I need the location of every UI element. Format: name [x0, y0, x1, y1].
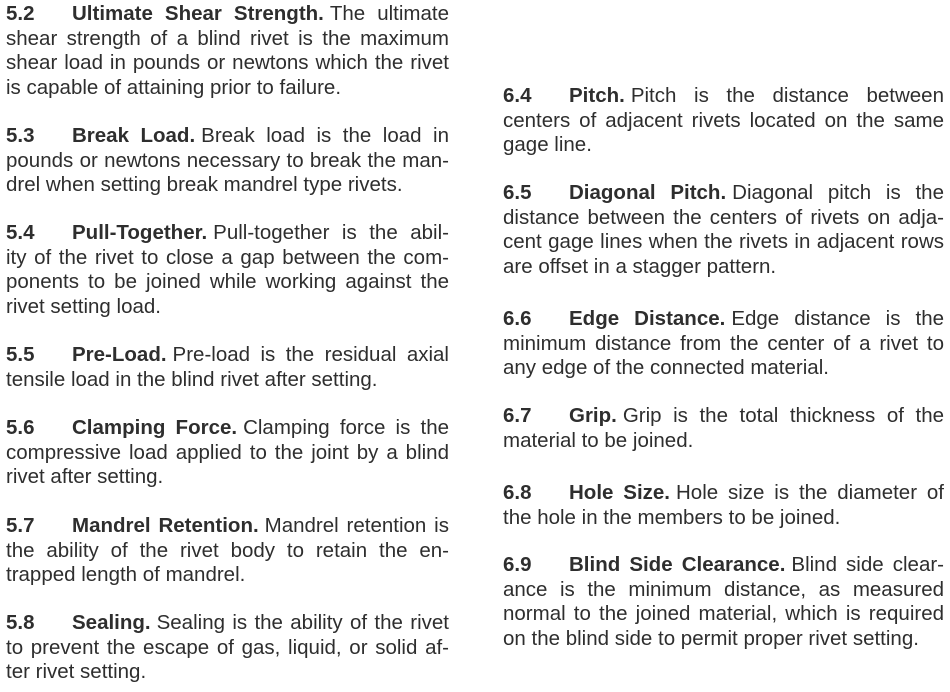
term-heading: Edge Distance.: [569, 307, 726, 330]
section-number: 5.5: [6, 343, 35, 366]
section-number: 6.8: [503, 481, 532, 504]
definition-body: The ultimate shear strength of a blind rivet is the maximum shear load in pounds or newtons which the rivet is capable of attaining prior to failure.: [6, 2, 449, 99]
definition-5-6: [6, 416, 449, 490]
section-number: 5.8: [6, 611, 35, 634]
section-number: 6.5: [503, 181, 532, 204]
term-heading: Blind Side Clearance.: [569, 553, 786, 576]
term-heading: Diagonal Pitch.: [569, 181, 727, 204]
section-number: 5.4: [6, 221, 35, 244]
definition-5-8: [6, 611, 449, 685]
section-number: 5.6: [6, 416, 35, 439]
definition-body: Sealing is the ability of the rivet to prevent the escape of gas, liquid, or solid af-ter rivet setting.: [6, 611, 449, 684]
definition-body: Hole size is the diameter of the hole in the members to be joined.: [503, 481, 944, 529]
definition-6-8: [503, 481, 944, 530]
definition-body: Pull-together is the abil-ity of the rivet to close a gap between the com-ponents to be joined while working against the rivet setting load.: [6, 221, 449, 318]
definition-5-4: [6, 221, 449, 319]
term-heading: Hole Size.: [569, 481, 670, 504]
definition-5-7: [6, 514, 449, 588]
definition-6-7: [503, 404, 944, 453]
definition-5-5: [6, 343, 449, 392]
definition-body: Clamping force is the compressive load applied to the joint by a blind rivet after setting.: [6, 416, 450, 489]
definition-6-5: [503, 181, 944, 279]
term-heading: Pitch.: [569, 84, 625, 107]
term-heading: Pull-Together.: [72, 221, 208, 244]
section-number: 6.6: [503, 307, 532, 330]
section-number: 5.2: [6, 2, 35, 25]
definition-6-4: [503, 84, 944, 158]
section-number: 6.7: [503, 404, 532, 427]
definition-6-9: [503, 553, 944, 651]
definition-body: Edge distance is the minimum distance from the center of a rivet to any edge of the connected material.: [503, 307, 945, 380]
term-heading: Ultimate Shear Strength.: [72, 2, 324, 25]
definition-body: Break load is the load in pounds or newtons necessary to break the man-drel when setting break mandrel type rivets.: [6, 124, 449, 197]
definition-5-2: [6, 2, 449, 100]
term-heading: Sealing.: [72, 611, 151, 634]
section-number: 5.3: [6, 124, 35, 147]
term-heading: Clamping Force.: [72, 416, 238, 439]
section-number: 6.9: [503, 553, 532, 576]
definition-body: Pitch is the distance between centers of adjacent rivets located on the same gage line.: [503, 84, 944, 157]
definition-body: Blind side clear-ance is the minimum distance, as measured normal to the joined material, which is required on the blind side to permit proper rivet setting.: [503, 553, 944, 650]
term-heading: Pre-Load.: [72, 343, 167, 366]
section-number: 5.7: [6, 514, 35, 537]
definition-5-3: [6, 124, 449, 198]
term-heading: Mandrel Retention.: [72, 514, 259, 537]
section-number: 6.4: [503, 84, 532, 107]
term-heading: Break Load.: [72, 124, 196, 147]
definition-body: Diagonal pitch is the distance between the centers of rivets on adja-cent gage lines when the rivets in adjacent rows are offset in a stagger pattern.: [503, 181, 944, 278]
definition-body: Mandrel retention is the ability of the rivet body to retain the en-trapped length of mandrel.: [6, 514, 449, 587]
definition-body: Pre-load is the residual axial tensile load in the blind rivet after setting.: [6, 343, 449, 391]
definition-body: Grip is the total thickness of the material to be joined.: [503, 404, 944, 452]
definition-6-6: [503, 307, 944, 381]
term-heading: Grip.: [569, 404, 617, 427]
